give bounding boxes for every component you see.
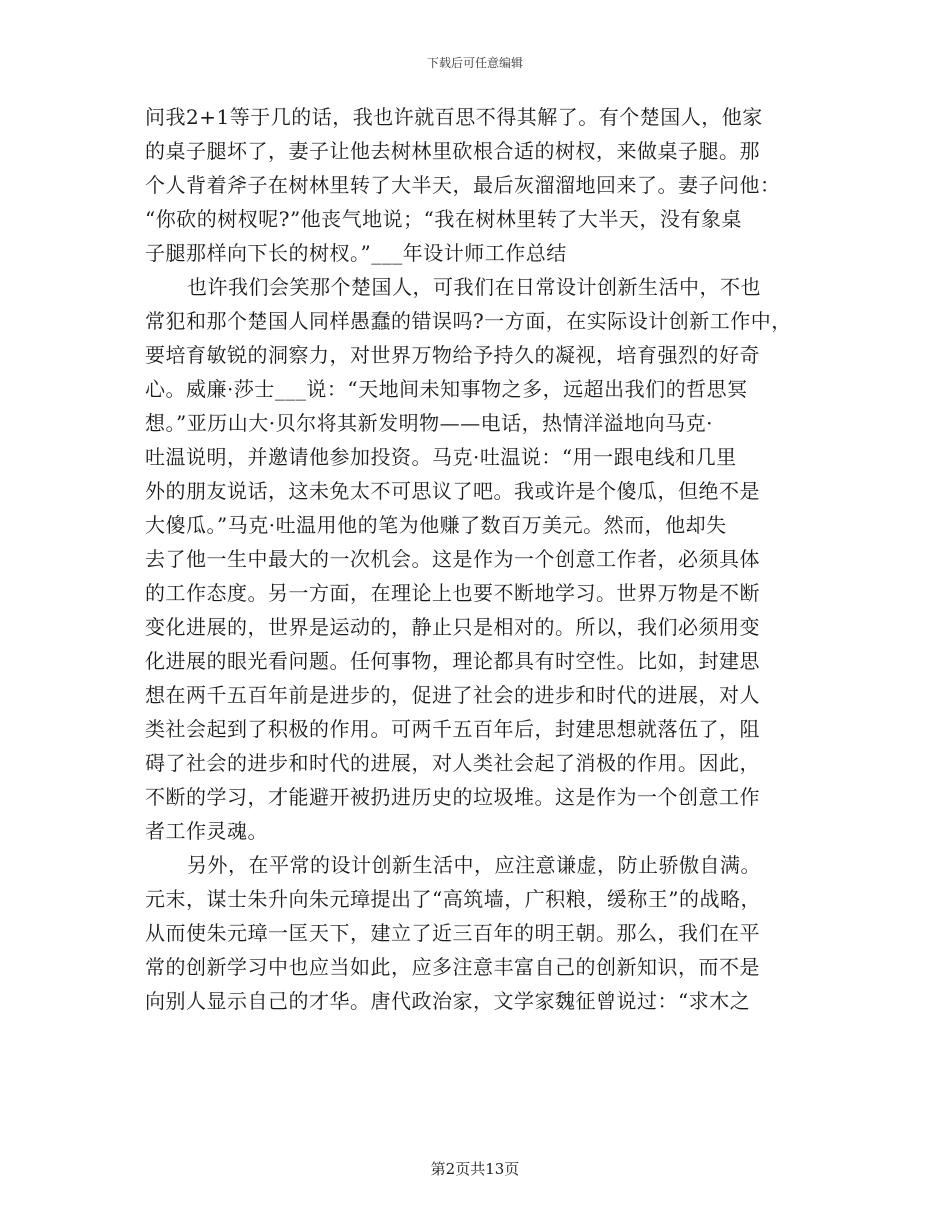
text-line: 类社会起到了积极的作用。可两千五百年后，封建思想就落伍了，阻 [145,717,760,741]
text-line: 者工作灵魂。 [145,819,268,843]
text-line: 变化进展的，世界是运动的，静止只是相对的。所以，我们必须用变 [145,615,760,639]
text-line: 元末，谋士朱升向朱元璋提出了“高筑墙，广积粮，缓称王”的战略， [145,887,761,911]
text-line: 的桌子腿坏了，妻子让他去树林里砍根合适的树杈，来做桌子腿。那 [145,139,760,163]
document-body [145,100,810,1018]
text-line: 也许我们会笑那个楚国人，可我们在日常设计创新生活中，不也 [187,275,761,299]
text-line: 个人背着斧子在树林里转了大半天，最后灰溜溜地回来了。妻子问他： [145,173,781,197]
text-line: 大傻瓜。”马克·吐温用他的笔为他赚了数百万美元。然而，他却失 [145,513,727,537]
text-line: 常犯和那个楚国人同样愚蠢的错误吗?一方面，在实际设计创新工作中， [145,309,792,333]
text-line: 心。威廉·莎士___说：“天地间未知事物之多，远超出我们的哲思冥 [145,377,748,401]
text-line: 化进展的眼光看问题。任何事物，理论都具有时空性。比如，封建思 [145,649,760,673]
text-line: 外的朋友说话，这未免太不可思议了吧。我或许是个傻瓜，但绝不是 [145,479,760,503]
text-line: 从而使朱元璋一匡天下，建立了近三百年的明王朝。那么，我们在平 [145,921,760,945]
text-line: 要培育敏锐的洞察力，对世界万物给予持久的凝视，培育强烈的好奇 [145,343,760,367]
text-line: 的工作态度。另一方面，在理论上也要不断地学习。世界万物是不断 [145,581,760,605]
text-line: 向别人显示自己的才华。唐代政治家，文学家魏征曾说过：“求木之 [145,989,751,1013]
page-header: 下载后可任意编辑 [426,56,523,70]
text-line: “你砍的树杈呢?”他丧气地说；“我在树林里转了大半天，没有象桌 [145,207,742,231]
text-line: 想在两千五百年前是进步的，促进了社会的进步和时代的进展，对人 [145,683,760,707]
text-line: 碍了社会的进步和时代的进展，对人类社会起了消极的作用。因此， [145,751,760,775]
text-line: 常的创新学习中也应当如此，应多注意丰富自己的创新知识，而不是 [145,955,760,979]
text-line: 吐温说明，并邀请他参加投资。马克·吐温说：“用一跟电线和几里 [145,445,737,469]
text-line: 想。”亚历山大·贝尔将其新发明物——电话，热情洋溢地向马克· [145,411,713,435]
page-number: 第2页共13页 [430,1160,520,1178]
text-line: 去了他一生中最大的一次机会。这是作为一个创意工作者，必须具体 [145,547,760,571]
text-line: 问我2+1等于几的话，我也许就百思不得其解了。有个楚国人，他家 [145,105,763,129]
text-line: 不断的学习，才能避开被扔进历史的垃圾堆。这是作为一个创意工作 [145,785,760,809]
text-line: 子腿那样向下长的树杈。”___年设计师工作总结 [145,241,567,265]
text-line: 另外，在平常的设计创新生活中，应注意谦虚，防止骄傲自满。 [187,853,761,877]
